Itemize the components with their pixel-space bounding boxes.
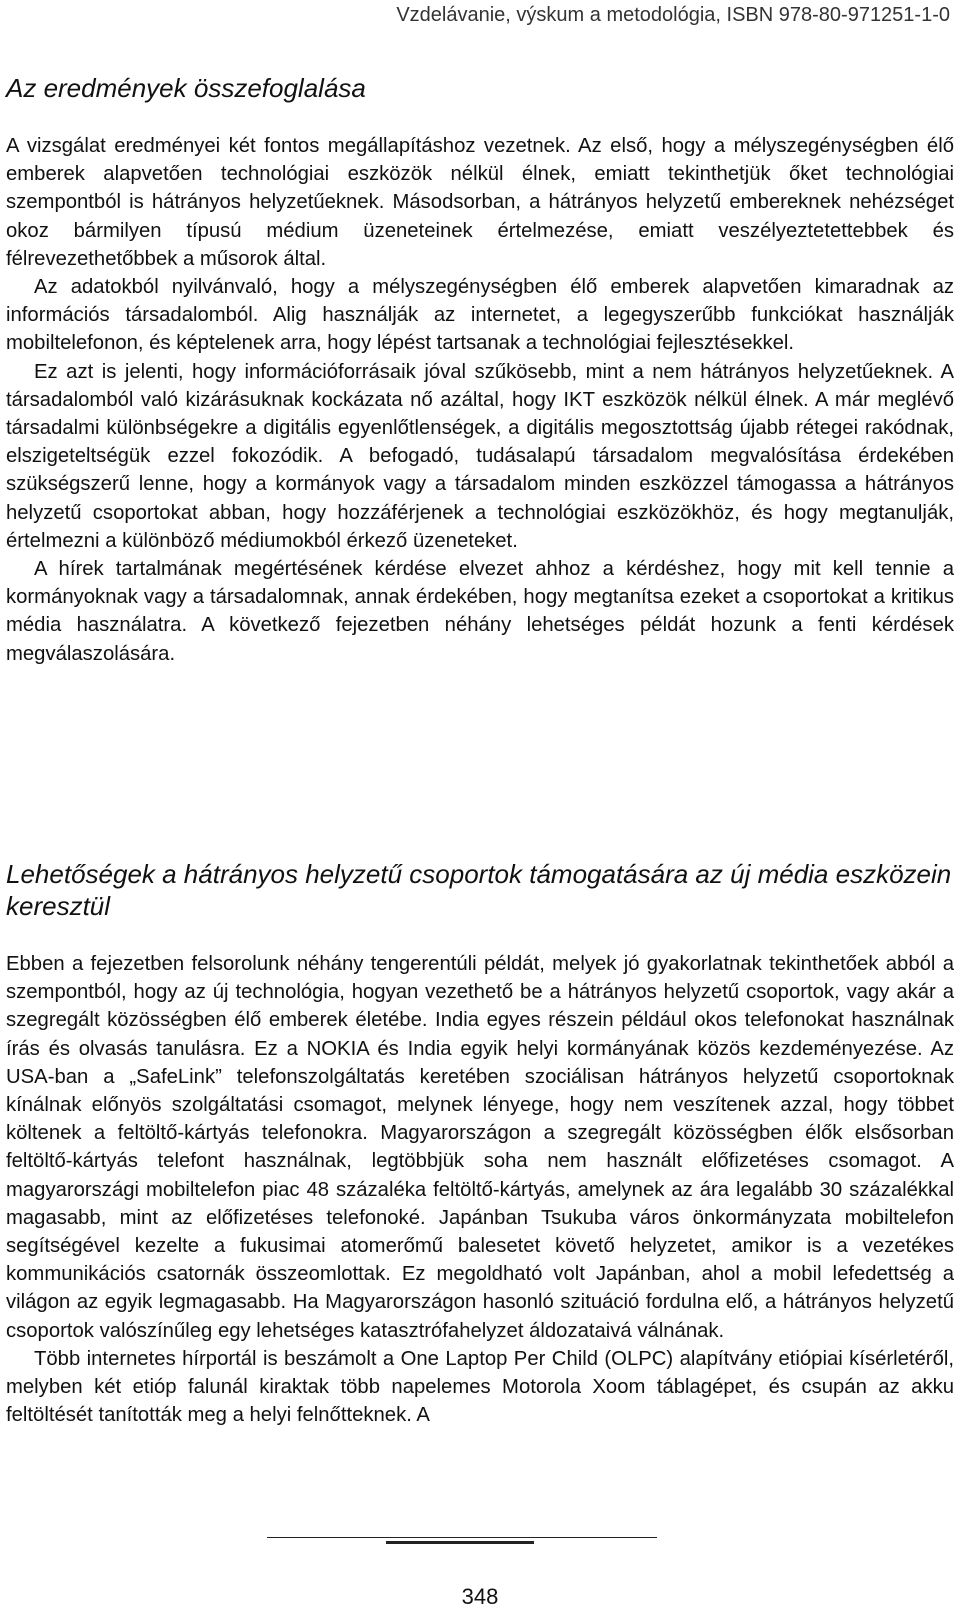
footer-rule (267, 1537, 657, 1538)
paragraph: A vizsgálat eredményei két fontos megállapításhoz vezetnek. Az első, hogy a mélyszegénységben élő emberek alapvetően technológiai eszközök nélkül élnek, emiatt tekinthetjük őket technológiai szempontból is hátrányos helyzetűeknek. Másodsorban, a hátrányos helyzetű embereknek nehézséget okoz bármilyen típusú médium üzeneteinek értelmezése, emiatt veszélyeztetettebbek és félrevezethetőbbek a műsorok által. (6, 135, 954, 270)
section-heading: Lehetőségek a hátrányos helyzetű csoportok támogatására az új média eszközein keresztül (6, 859, 952, 921)
page-number: 348 (461, 1584, 499, 1609)
paragraph: Ez azt is jelenti, hogy információforrásaik jóval szűkösebb, mint a nem hátrányos helyzetűeknek. A társadalomból való kizárásuknak kockázata nő azáltal, hogy IKT eszközök nélkül élnek. A már meglévő társadalmi különbségekre a digitális egyenlőtlenségek, a digitális megosztottság újabb rétegei rakódnak, elszigeteltségük ezzel fokozódik. A befogadó, tudásalapú társadalom megvalósítása érdekében szükségszerű lenne, hogy a kormányok vagy a társadalom minden eszközzel támogassa a hátrányos helyzetű csoportokat abban, hogy hozzáférjenek a technológiai eszközökhöz, és hogy megtanulják, értelmezni a különböző médiumokból érkező üzeneteket. (6, 360, 954, 552)
paragraph: Ebben a fejezetben felsorolunk néhány tengerentúli példát, melyek jó gyakorlatnak tekinthetőek abból a szempontból, hogy az új technológia, hogyan vezethető be a hátrányos helyzetű csoportok, vagy akár a szegregált közösségben élő emberek életébe. India egyes részein például okos telefonokat használnak írás és olvasás tanulásra. Ez a NOKIA és India egyik helyi kormányának közös kezdeményezése. Az USA-ban a „SafeLink” telefonszolgáltatás keretében szociálisan hátrányos helyzetű csoportoknak kínálnak előnyös szolgáltatási csomagot, melynek lényege, hogy nem veszítenek azzal, hogy többet költenek a feltöltő-kártyás telefonokra. Magyarországon a szegregált közösségben élők elsősorban feltöltő-kártyás telefont használnak, legtöbbjük soha nem használt előfizetéses csomagot. A magyarországi mobiltelefon piac 48 százaléka feltöltő-kártyás, amelynek az ára legalább 30 százalékkal magasabb, mint az előfizetéses telefonoké. Japánban Tsukuba város önkormányzata mobiltelefon segítségével kezelte a fukusimai atomerőmű balesetet követő helyzetet, amikor is a vezetékes kommunikációs csatornák összeomlottak. Ez megoldható volt Japánban, ahol a mobil lefedettség a világon az egyik legmagasabb. Ha Magyarországon hasonló szituáció fordulna elő, a hátrányos helyzetű csoportok valószínűleg egy lehetséges katasztrófahelyzet áldozataivá válnának. (6, 953, 954, 1342)
section-opportunities (6, 858, 954, 1429)
running-header: Vzdelávanie, výskum a metodológia, ISBN 978-80-971251-1-0 (396, 4, 950, 26)
section-heading: Az eredmények összefoglalása (6, 73, 366, 103)
section-summary (6, 72, 954, 668)
footer-rule-bold (386, 1541, 534, 1544)
paragraph: Több internetes hírportál is beszámolt a One Laptop Per Child (OLPC) alapítvány etiópiai kísérletéről, melyben két etióp falunál kiraktak több napelemes Motorola Xoom táblagépet, és csupán az akku feltöltését tanították meg a helyi felnőtteknek. A (6, 1347, 954, 1427)
paragraph: A hírek tartalmának megértésének kérdése elvezet ahhoz a kérdéshez, hogy mit kell tennie a kormányoknak vagy a társadalomnak, annak érdekében, hogy megtanítsa ezeket a csoportokat a kritikus média használatra. A következő fejezetben néhány lehetséges példát hozunk a fenti kérdések megválaszolására. (6, 558, 954, 665)
paragraph: Az adatokból nyilvánvaló, hogy a mélyszegénységben élő emberek alapvetően kimaradnak az információs társadalomból. Alig használják az internetet, a legegyszerűbb funkciókat használják mobiltelefonon, és képtelenek arra, hogy lépést tartsanak a technológiai fejlesztésekkel. (6, 276, 954, 355)
